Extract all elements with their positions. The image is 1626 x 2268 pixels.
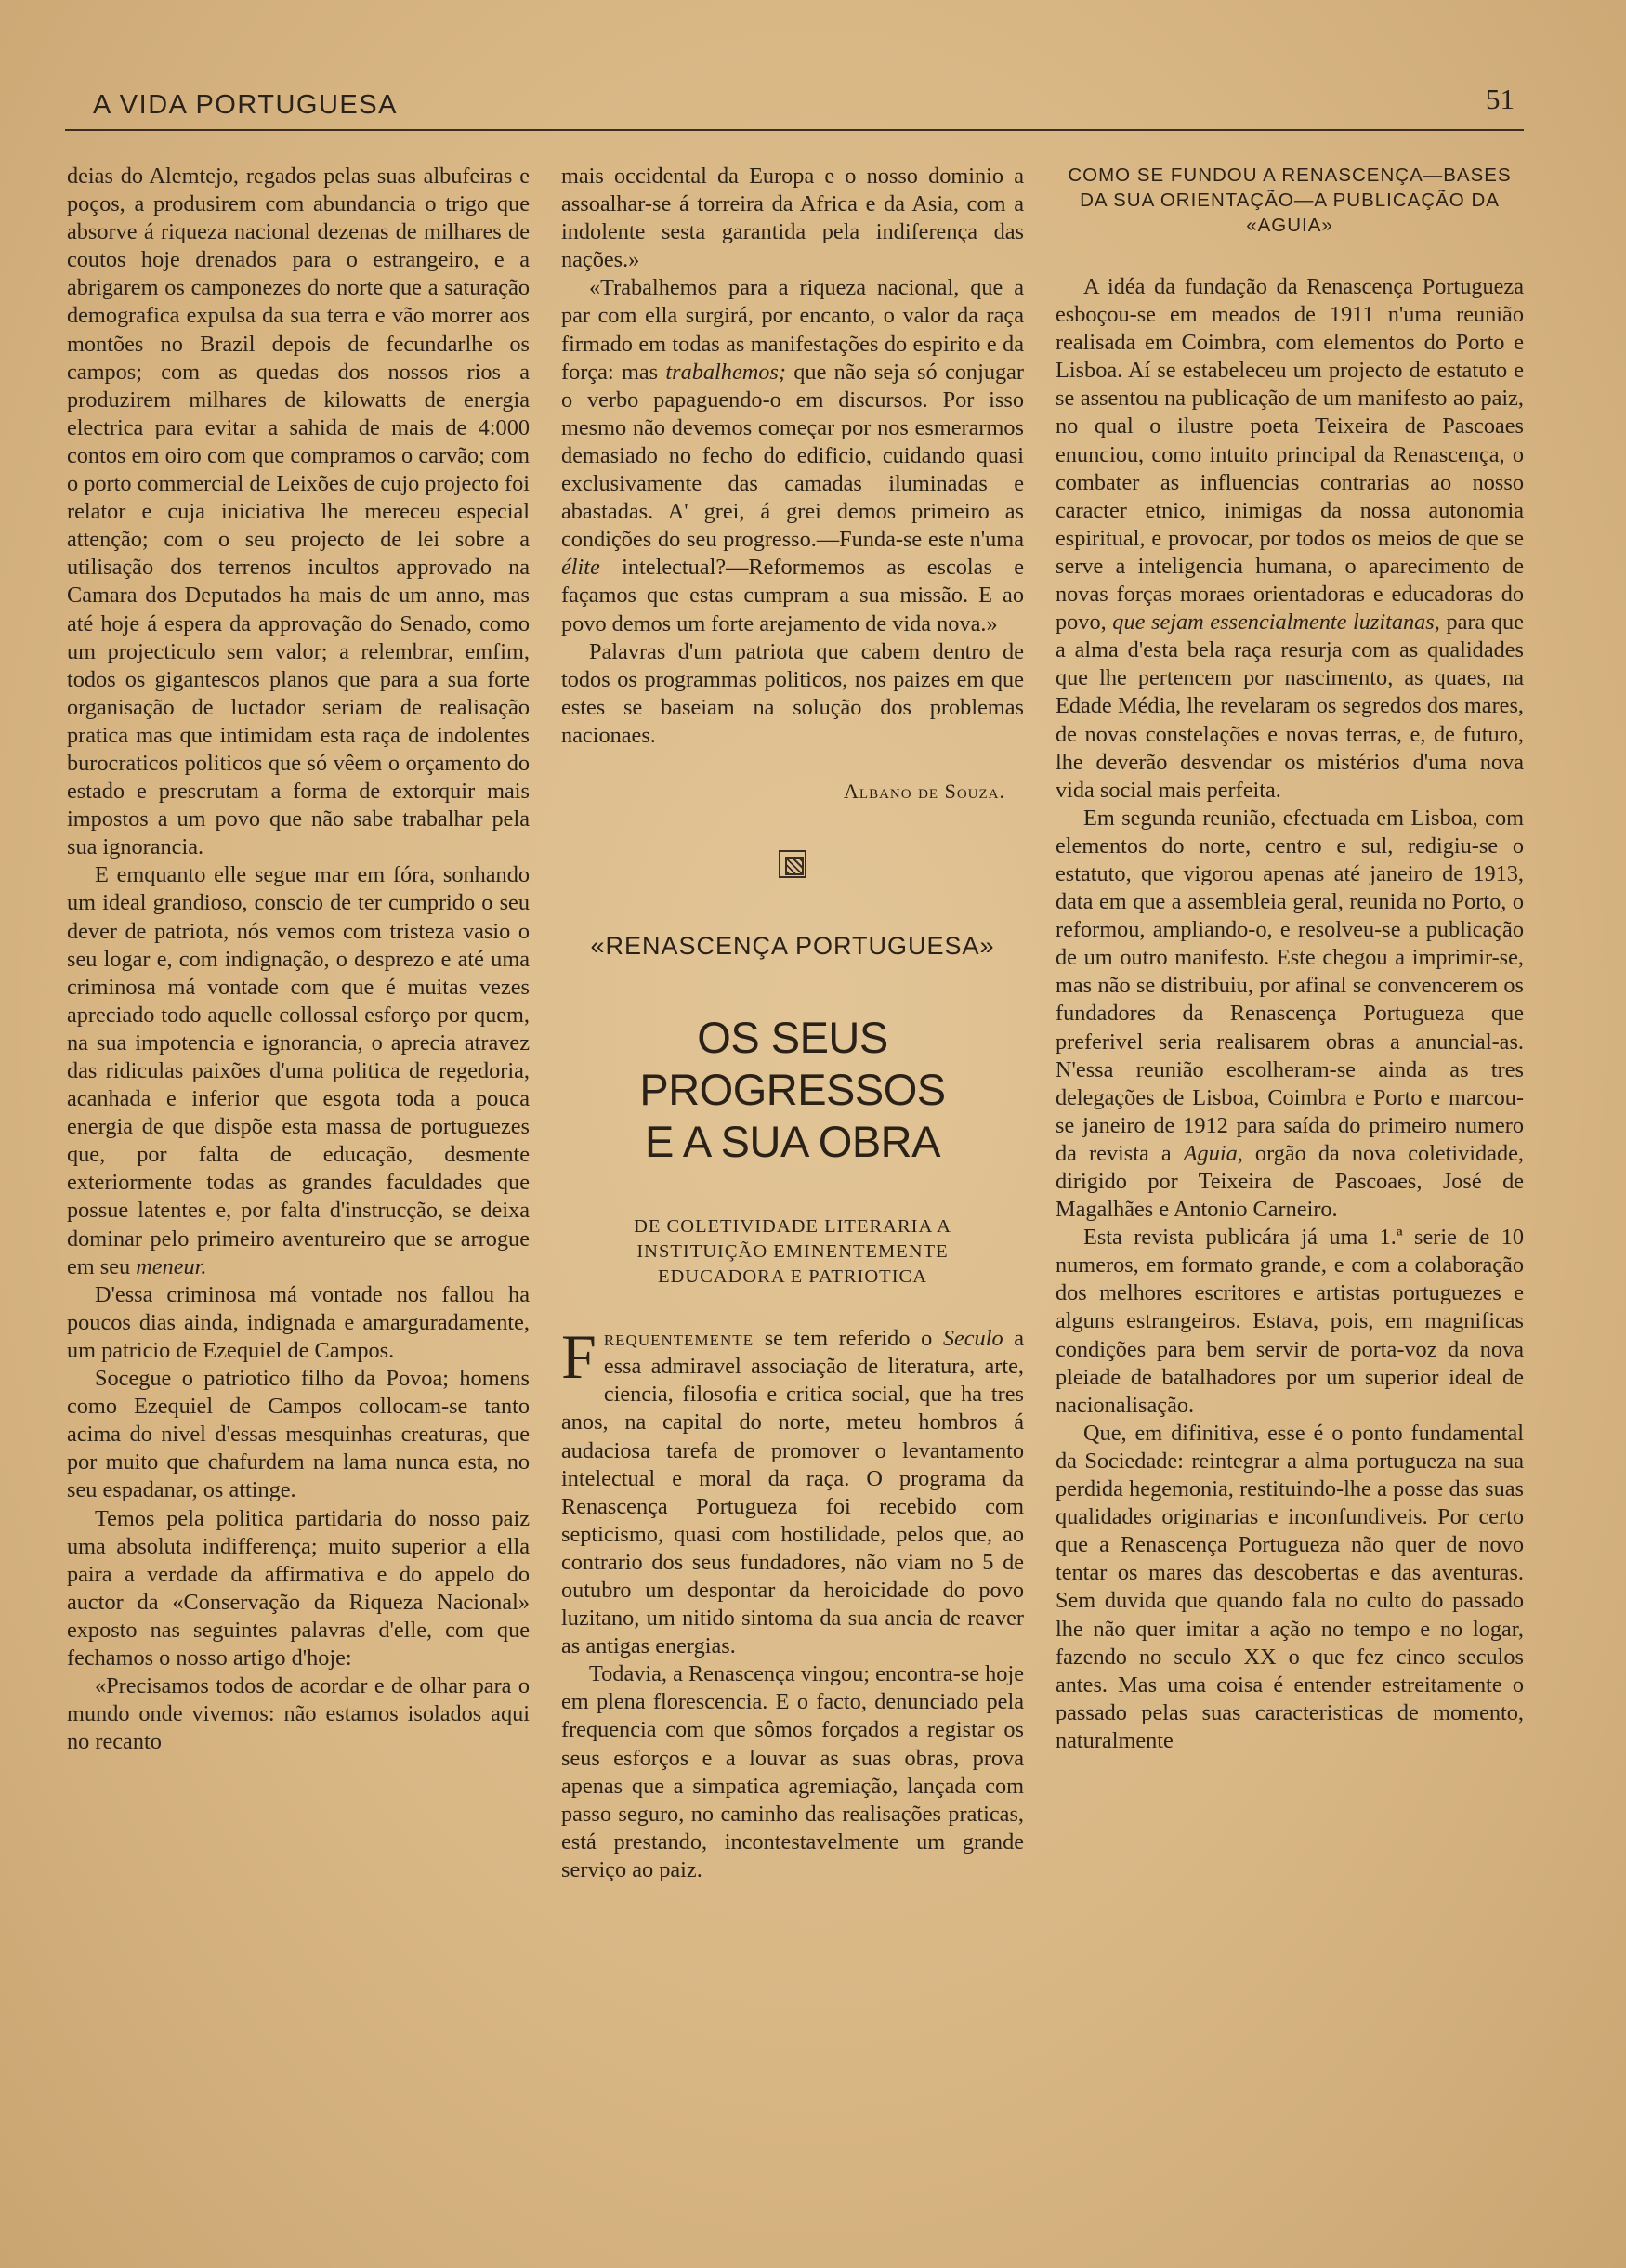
drop-cap: F: [561, 1321, 597, 1393]
author-signature: Albano de Souza.: [844, 779, 1005, 803]
paragraph: E emquanto elle segue mar em fóra, sonhando um ideal grandioso, conscio de ter cumprido o seu dever de patriota, nós vemos com tristeza vasio o seu logar e, com indignação, o desprezo e até uma criminosa má vontade com que é muitas vezes apreciado todo aquelle collossal esforço por quem, na sua impotencia e ignorancia, o aprecia atravez das ridiculas paixões d'uma politica de regedoria, acanhada e inferior que esgota toda a pouca energia de que dispõe esta massa de portuguezes que, por falta de educação, desmente exteriormente todas as grandes faculdades que possue latentes e, por falta d'instrucção, se deixa dominar pelo primeiro aventureiro que se arrogue em seu meneur.: [67, 862, 530, 1279]
paragraph: «Precisamos todos de acordar e de olhar para o mundo onde vivemos: não estamos isolados aqui no recanto: [67, 1673, 530, 1755]
page-header: [65, 83, 1524, 131]
running-title: A VIDA PORTUGUESA: [93, 90, 398, 120]
paragraph: Temos pela politica partidaria do nosso paiz uma absoluta indifferença; muito superior a ella paira a verdade da affirmativa e do appelo do auctor da «Conservação da Riqueza Nacional» exposto nas seguintes palavras d'elle, com que fechamos o nosso artigo d'hoje:: [67, 1505, 530, 1671]
paragraph: Esta revista publicára já uma 1.ª serie de 10 numeros, em formato grande, e com a colaboração dos melhores escritores e artistas portuguezes e alguns estrangeiros. Estava, pois, em magnificas condições para bem servir de porta-voz da nova pleiade de batalhadores por um superior ideal de nacionalisação.: [1056, 1225, 1524, 1418]
section-heading: COMO SE FUNDOU A RENASCENÇA—BASES DA SUA ORIENTAÇÃO—A PUBLICAÇÃO DA «AGUIA»: [1068, 164, 1512, 236]
paragraph: A idéa da fundação da Renascença Portugueza esboçou-se em meados de 1911 n'uma reunião realisada em Coimbra, com elementos do Porto e Lisboa. Aí se estabeleceu um projecto de estatuto e se assentou na publicação de um manifesto ao paiz, no qual o ilustre poeta Teixeira de Pascoaes enunciou, como intuito principal da Renascença, o combater as influencias contrarias ao nosso caracter etnico, inimigas da nossa autonomia espiritual, e provocar, por todos os meios de que se serve a inteligencia humana, o aparecimento de novas forças moraes orientadoras e educadoras do povo, que sejam essencialmente luzitanas, para que a alma d'esta bela raça resurja com as qualidades que lhe pertencem por nascimento, as quaes, na Edade Média, lhe revelaram os segredos dos mares, de novas constelações e novas terras, e, de futuro, lhe deverão desvendar os mistérios d'uma nova vida social mais perfeita.: [1056, 274, 1524, 803]
column-3: [1056, 163, 1524, 1755]
paragraph: «Trabalhemos para a riqueza nacional, que a par com ella surgirá, por encanto, o valor da raça firmado em todas as manifestações do espirito e da força: mas trabalhemos; que não seja só conjugar o verbo papaguendo-o em discursos. Por isso mesmo não devemos começar por nos esmerarmos demasiado no fecho do edificio, cuidando quasi exclusivamente das camadas iluminadas e abastadas. A' grei, á grei demos primeiro as condições do seu progresso.—Funda-se este n'uma élite intelectual?—Reformemos as escolas e façamos que estas cumpram a sua missão. E ao povo demos um forte arejamento de vida nova.»: [561, 275, 1025, 636]
paragraph: Que, em difinitiva, esse é o ponto fundamental da Sociedade: reintegrar a alma portugueza na sua perdida hegemonia, restituindo-lhe a posse das suas qualidades originarias e inconfundiveis. Por certo que a Renascença Portugueza não quer de novo tentar os mares das descobertas e das aventuras. Sem duvida que quando fala no culto do passado lhe não quer imitar a ação no tempo e no logar, fazendo no seculo XX o que fez cinco seculos antes. Mas uma coisa é entender estreitamente o passado pelas suas caracteristicas de momento, naturalmente: [1056, 1420, 1524, 1753]
paragraph: Socegue o patriotico filho da Povoa; homens como Ezequiel de Campos collocam-se tanto acima do nivel d'essas mesquinhas creaturas, que por muito que chafurdem na lama nunca esta, no seu espadanar, os attinge.: [67, 1366, 530, 1503]
paragraph: Palavras d'um patriota que cabem dentro de todos os programmas politicos, nos paizes em que estes se baseiam na solução dos problemas nacionaes.: [561, 638, 1024, 748]
article-deck: DE COLETIVIDADE LITERARIA A INSTITUIÇÃO EMINENTEMENTE EDUCADORA E PATRIOTICA: [634, 1216, 951, 1288]
article-kicker: «RENASCENÇA PORTUGUESA»: [590, 932, 995, 961]
paragraph: deias do Alemtejo, regados pelas suas albufeiras e poços, a produsirem com abundancia o trigo que absorve á riqueza nacional dezenas de milhares de coutos hoje drenados para o estrangeiro, e a abrigarem os camponezes do norte que a saturação demografica expulsa da sua terra e vão morrer aos montões no Brazil depois de fecundarlhe os campos; com as quedas dos nossos rios a produzirem milhares de kilowatts de energia electrica para evitar a sahida de mais de 4:000 contos em oiro com que compramos o carvão; com o porto commercial de Leixões de cujo projecto foi relator e cuja iniciativa lhe mereceu especial attenção; com o seu projecto de lei sobre a utilisação dos terrenos incultos approvado na Camara dos Deputados ha mais de um anno, mas até hoje á espera da approvação do Senado, como um projecticulo sem valor; a relembrar, emfim, todos os gigantescos planos que para a sua forte organisação de luctador seriam de realisação pratica mas que intimidam esta raça de indolentes burocraticos politicos que só vêem o orçamento do estado e prescrutam a forma de extorquir mais impostos a um povo que não sabe trabalhar pela sua ignorancia.: [67, 164, 530, 860]
paragraph: D'essa criminosa má vontade nos fallou ha poucos dias ainda, indignada e amarguradamente, um patricio de Ezequiel de Campos.: [67, 1281, 530, 1363]
italic-term: meneur.: [136, 1253, 207, 1279]
page-number: 51: [1486, 83, 1515, 115]
paragraph: Frequentemente se tem referido o Seculo a essa admiravel associação de literatura, arte, ciencia, filosofia e critica social, que ha tres anos, na capital do norte, meteu hombros á audaciosa tarefa de promover o levantamento intelectual e moral da raça. O programa da Renascença Portugueza foi recebido com septicismo, quasi com hostilidade, pelos que, ao contrario dos seus fundadores, não viam no 5 de outubro um despontar da heroicidade do povo luzitano, um nitido sintoma da sua ancia de reaver as antigas energias.: [561, 1321, 1025, 1659]
ornament-icon: [779, 850, 806, 878]
paragraph: Em segunda reunião, efectuada em Lisboa, com elementos do norte, centro e sul, redigiu-se o estatuto, que vigorou apenas até janeiro de 1913, data em que a assembleia geral, reunida no Porto, o reformou, ampliando-o, e resolveu-se a publicação de um outro manifesto. Este chegou a imprimir-se, mas não se distribuiu, por afinal se convencerem os fundadores da Renascença Portugueza que preferivel seria realisarem obras a anuncial-as. N'essa reunião escolheram-se ainda as tres delegações de Lisboa, Coimbra e Porto e marcou-se janeiro de 1912 para saída do primeiro numero da revista a Aguia, orgão da nova coletividade, dirigido por Teixeira de Pascoaes, José de Magalhães e Antonio Carneiro.: [1056, 805, 1524, 1223]
paragraph: Todavia, a Renascença vingou; encontra-se hoje em plena florescencia. E o facto, denunciado pela frequencia com que sômos forçados a registar os seus esforços e a louvar as suas obras, prova apenas que a simpatica agremiação, lançada com passo seguro, no caminho das realisações praticas, está prestando, incontestavelmente um grande serviço ao paiz.: [561, 1661, 1024, 1882]
column-1: [67, 163, 530, 1756]
column-2: [561, 163, 1024, 1884]
article-headline: OS SEUS PROGRESSOS E A SUA OBRA: [639, 1013, 946, 1167]
paragraph: mais occidental da Europa e o nosso dominio a assoalhar-se á torreira da Africa e da Asia, com a indolente sesta garantida pela indiferença das nações.»: [561, 164, 1024, 273]
